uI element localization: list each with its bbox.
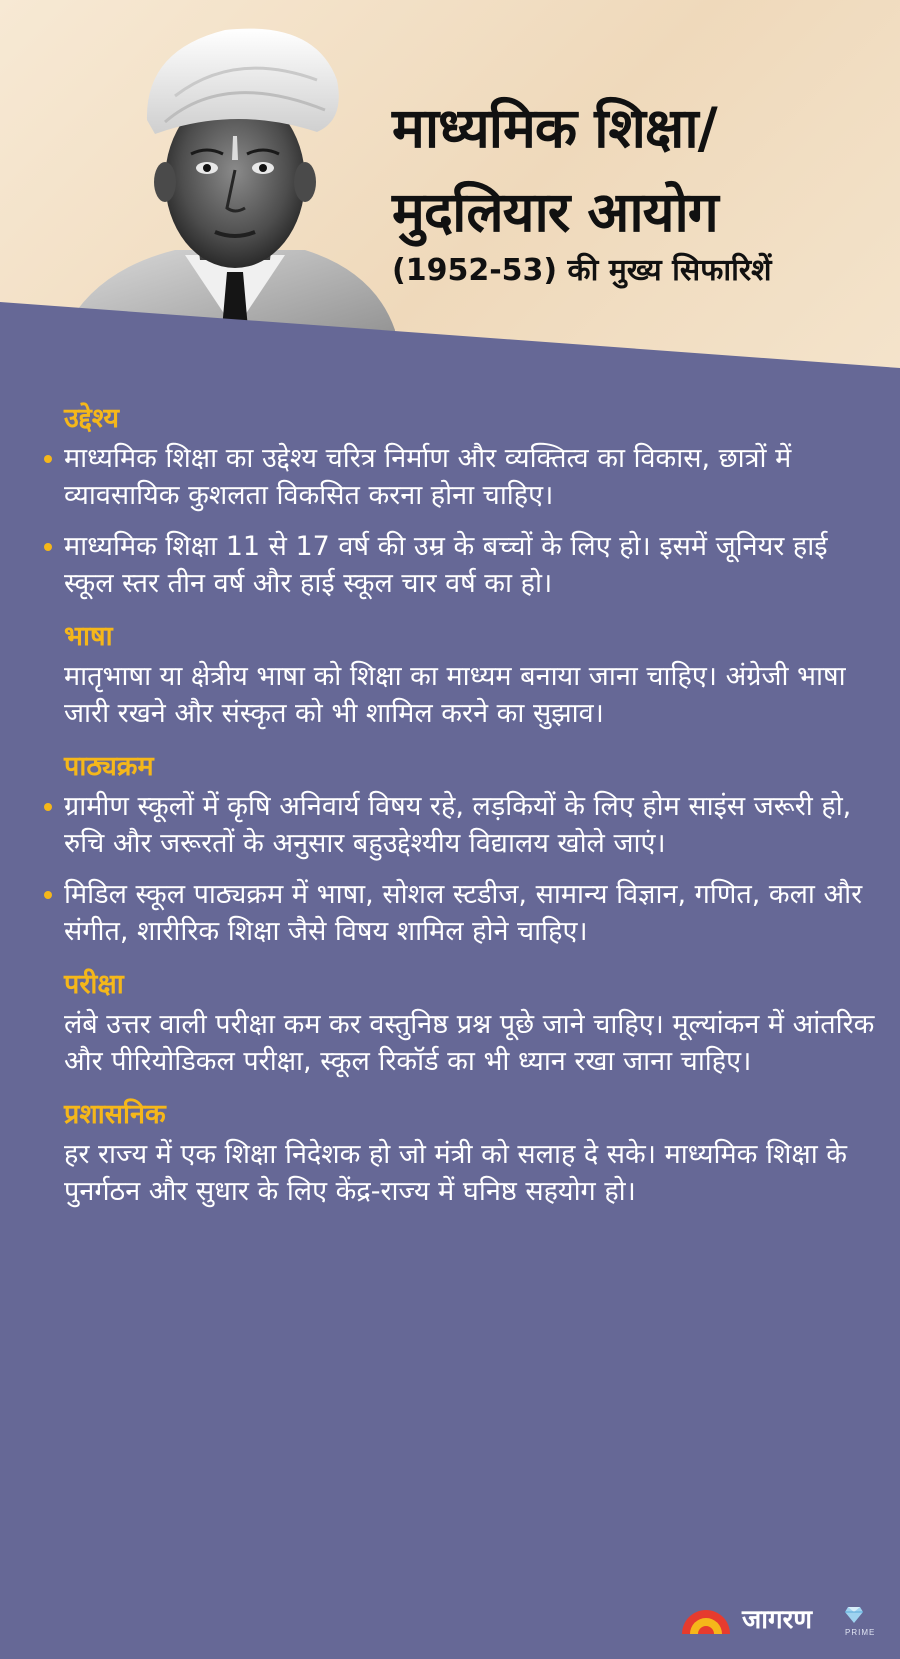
page-title-line2: मुदलियार आयोग	[392, 180, 718, 244]
section-heading: उद्देश्य	[64, 403, 119, 434]
sunrise-logo-icon	[680, 1606, 732, 1636]
bullet-dot	[44, 803, 52, 811]
content	[64, 398, 879, 1224]
section-language	[64, 616, 879, 732]
section-heading: परीक्षा	[64, 969, 124, 1000]
list-item-text: ग्रामीण स्कूलों में कृषि अनिवार्य विषय रहे, लड़कियों के लिए होम साइंस जरूरी हो, रुचि और जरूरतों के अनुसार बहुउद्देश्यीय विद्यालय खोले जाएं।	[64, 791, 852, 859]
section-text: हर राज्य में एक शिक्षा निदेशक हो जो मंत्री को सलाह दे सके। माध्यमिक शिक्षा के पुनर्गठन और सुधार के लिए केंद्र-राज्य में घनिष्ठ सहयोग हो।	[64, 1139, 848, 1207]
page-subtitle: (1952-53) की मुख्य सिफारिशें	[392, 253, 772, 288]
list-item	[64, 876, 879, 950]
bullet-dot	[44, 543, 52, 551]
section-heading: प्रशासनिक	[64, 1099, 166, 1130]
list-item	[64, 788, 879, 862]
list-item	[64, 528, 879, 602]
section-exam	[64, 964, 879, 1080]
page-title: माध्यमिक शिक्षा/	[392, 96, 717, 160]
list-item-text: मिडिल स्कूल पाठ्यक्रम में भाषा, सोशल स्टडीज, सामान्य विज्ञान, गणित, कला और संगीत, शारीरिक शिक्षा जैसे विषय शामिल होने चाहिए।	[64, 879, 863, 947]
section-curriculum	[64, 746, 879, 950]
section-heading: भाषा	[64, 621, 113, 652]
section-heading: पाठ्यक्रम	[64, 751, 154, 782]
section-admin	[64, 1094, 879, 1210]
section-text: मातृभाषा या क्षेत्रीय भाषा को शिक्षा का माध्यम बनाया जाना चाहिए। अंग्रेजी भाषा जारी रखने और संस्कृत को भी शामिल करने का सुझाव।	[64, 661, 846, 729]
list-item-text: माध्यमिक शिक्षा का उद्देश्य चरित्र निर्माण और व्यक्तित्व का विकास, छात्रों में व्यावसायिक कुशलता विकसित करना होना चाहिए।	[64, 443, 792, 511]
section-text: लंबे उत्तर वाली परीक्षा कम कर वस्तुनिष्ठ प्रश्न पूछे जाने चाहिए। मूल्यांकन में आंतरिक और पीरियोडिकल परीक्षा, स्कूल रिकॉर्ड का भी ध्यान रखा जाना चाहिए।	[64, 1009, 875, 1077]
bullet-dot	[44, 891, 52, 899]
logo-text: जागरण	[742, 1605, 813, 1635]
bullet-dot	[44, 455, 52, 463]
jagran-logo	[680, 1602, 880, 1642]
section-objective	[64, 398, 879, 602]
diamond-icon	[844, 1606, 864, 1624]
list-item-text: माध्यमिक शिक्षा 11 से 17 वर्ष की उम्र के बच्चों के लिए हो। इसमें जूनियर हाई स्कूल स्तर तीन वर्ष और हाई स्कूल चार वर्ष का हो।	[64, 531, 828, 599]
list-item	[64, 440, 879, 514]
logo-tag: PRIME	[845, 1628, 876, 1637]
